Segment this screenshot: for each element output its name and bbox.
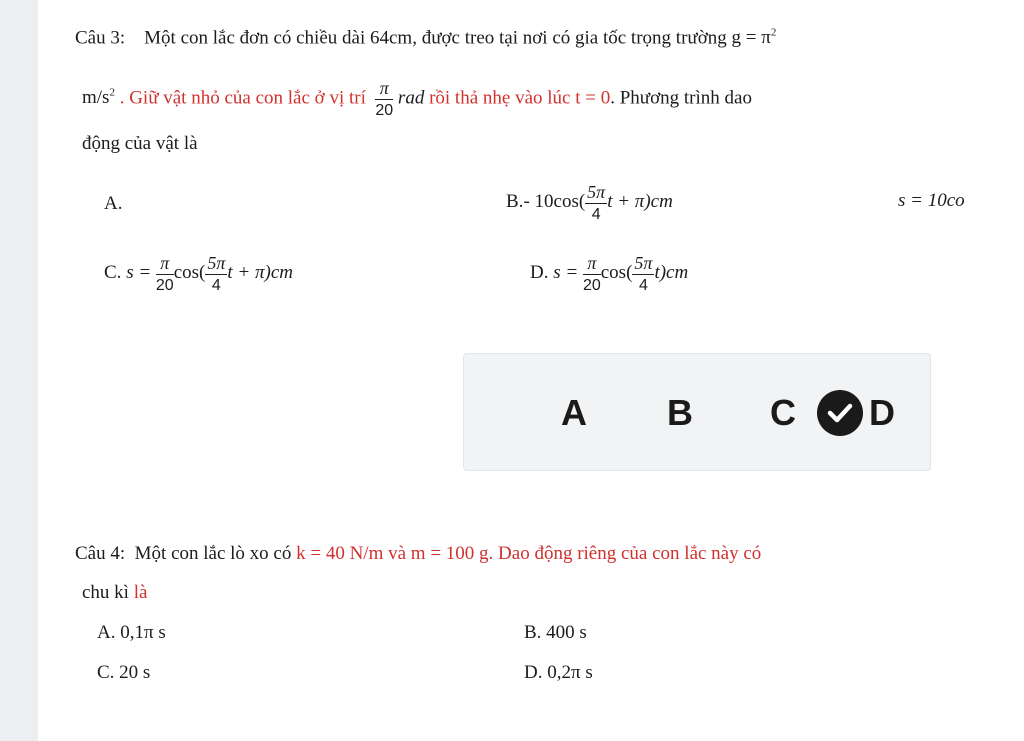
q4-label: Câu 4: [75,543,126,564]
q3-unit: $m/s^2$ [82,87,115,109]
q3-line2 [82,70,752,119]
q3-option-overflow: s = 10co [898,190,965,211]
q3-text1: Một con lắc đơn có chiều dài 64cm, được treo tại nơi có gia tốc trọng trường [144,27,727,49]
q4-text2: . Dao động riêng của con lắc này có [488,543,762,564]
document-page [38,0,1024,741]
q4-and: và [388,543,407,564]
q3-option-b: B.- 10cos( $\frac{5\pi}{4}$ t + π)cm [506,181,673,223]
q4-k: k = 40 N/m [296,543,384,564]
q4-option-c: C. 20 s [97,662,151,683]
q3-text3: rồi thả nhẹ vào lúc t = 0 [429,87,611,109]
answer-choice-box [463,353,931,471]
q3-option-d: D. s = $\frac{\pi}{20}$ cos( $\frac{5\pi}{4}$ t)cm [530,252,689,294]
q3-line1 [75,27,776,49]
q4-text1: Một con lắc lò xo có [134,543,292,564]
q3-angle-fraction: $\frac{\pi}{20}$ [375,77,394,119]
q4-option-a: A. 0,1π s [97,622,166,643]
q3-rad: rad [397,87,425,109]
answer-choice-a[interactable]: A [561,392,587,433]
selected-check-icon [817,390,863,436]
q3-text2: . Giữ vật nhỏ của con lắc ở vị trí [119,87,366,109]
q4-m: m = 100 g [410,543,489,564]
answer-choice-d[interactable]: D [869,392,895,433]
q4-option-b: B. 400 s [524,622,587,643]
q4-option-d: D. 0,2π s [524,662,593,683]
answer-choice-b[interactable]: B [667,392,693,433]
q3-text4: . Phương trình dao [610,87,752,109]
q4-line2: chu kì là [82,582,148,603]
q3-line3: động của vật là [82,133,198,154]
q3-option-c: C. s = $\frac{\pi}{20}$ cos( $\frac{5\pi}{4}$ t + π)cm [104,252,293,294]
q3-option-a: A. [104,193,123,214]
q4-line1 [75,543,761,565]
answer-choice-c[interactable]: C [770,392,796,433]
q3-g-eq: $g = \pi^2$ [731,27,777,49]
q3-label: Câu 3: [75,27,126,49]
